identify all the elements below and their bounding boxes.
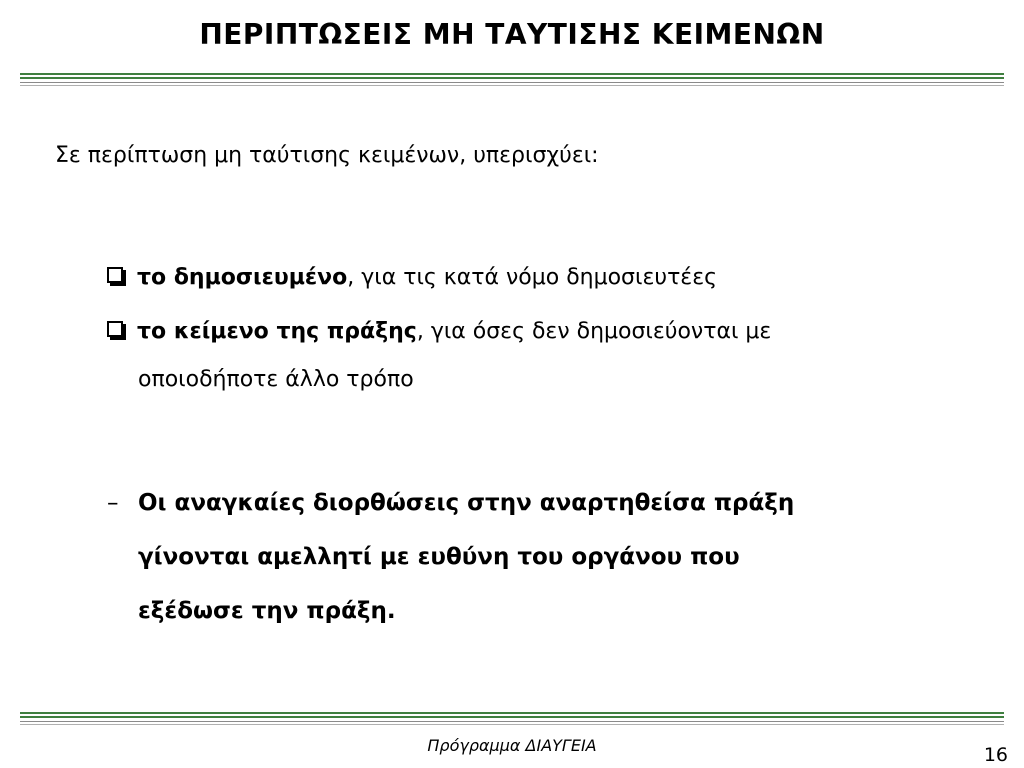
note-line-3: εξέδωσε την πράξη. — [138, 598, 396, 624]
bullet-bold-text: το κείμενο της πράξης — [137, 319, 417, 344]
bullet-item-published — [107, 252, 967, 304]
footer-divider — [20, 712, 1004, 725]
corrections-note — [107, 476, 967, 638]
square-bullet-icon — [107, 321, 123, 337]
bullet-text: , για όσες δεν δημοσιεύονται με — [416, 319, 772, 344]
footer-program-name: Πρόγραμμα ΔΙΑΥΓΕΙΑ — [427, 736, 597, 755]
square-bullet-icon — [107, 267, 123, 283]
intro-text: Σε περίπτωση μη ταύτισης κειμένων, υπερισχύει: — [55, 143, 599, 168]
page-number: 16 — [983, 744, 1008, 766]
note-line-2: γίνονται αμελλητί με ευθύνη του οργάνου που — [138, 544, 740, 570]
bullet-item-act-text — [107, 306, 967, 408]
bullet-text: , για τις κατά νόμο δημοσιευτέες — [347, 265, 718, 290]
title-divider — [20, 73, 1004, 86]
dash-bullet: – — [107, 490, 119, 516]
bullet-bold-text: το δημοσιευμένο — [137, 265, 348, 290]
slide-title: ΠΕΡΙΠΤΩΣΕΙΣ ΜΗ ΤΑΥΤΙΣΗΣ ΚΕΙΜΕΝΩΝ — [199, 18, 825, 51]
bullet-continuation: οποιοδήποτε άλλο τρόπο — [138, 367, 414, 392]
note-line-1: Οι αναγκαίες διορθώσεις στην αναρτηθείσα πράξη — [138, 490, 795, 516]
